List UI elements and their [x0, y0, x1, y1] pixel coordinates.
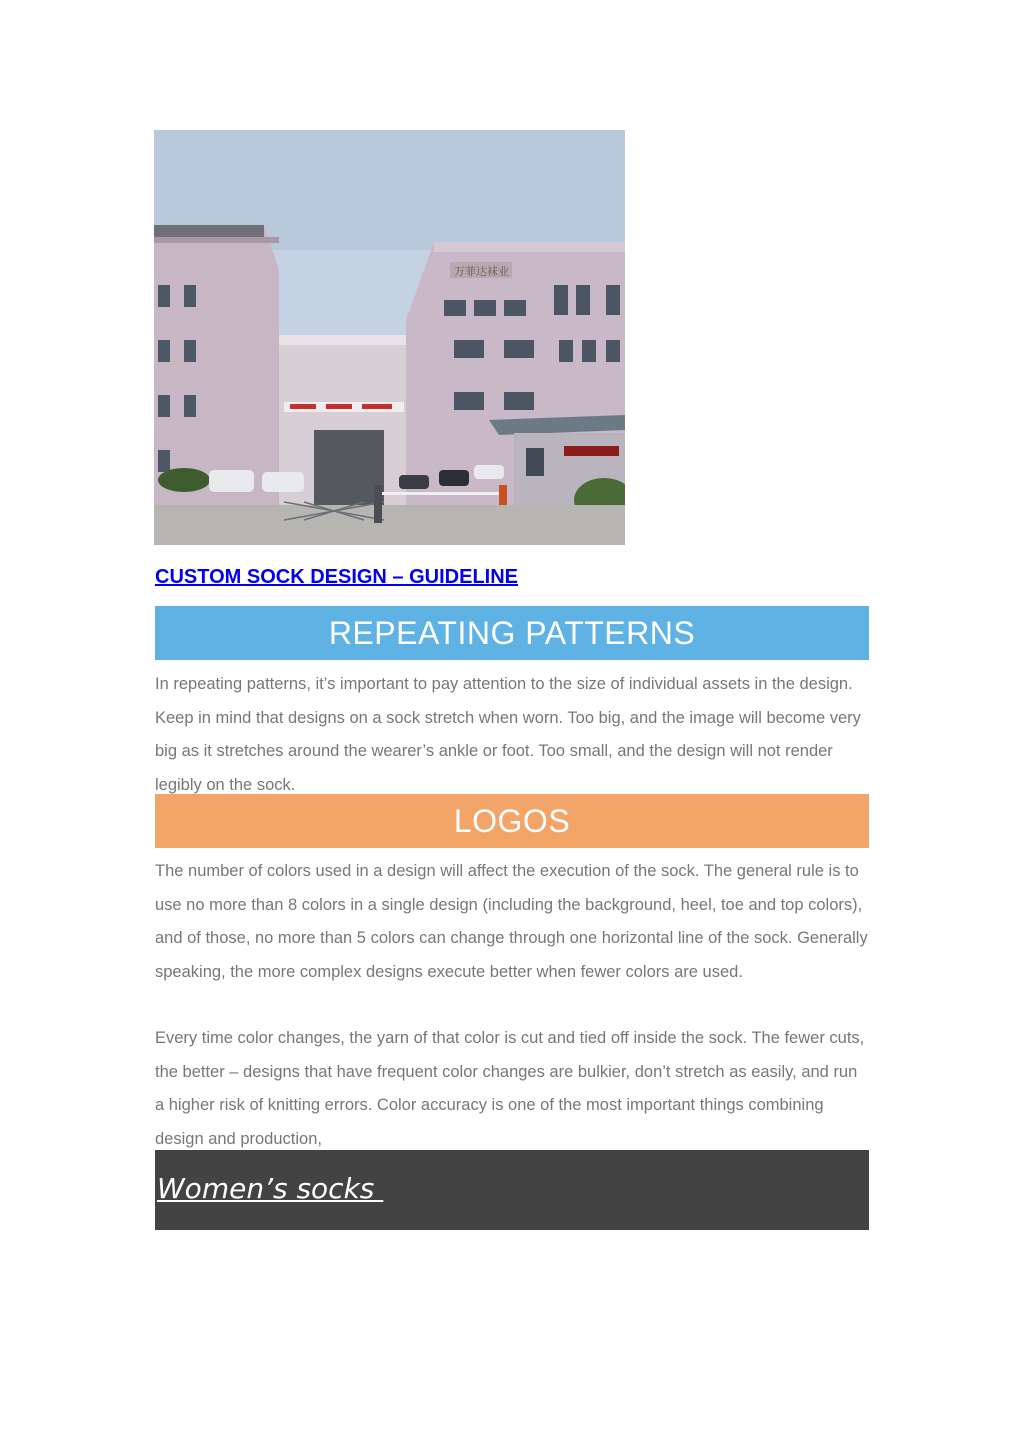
section-banner-repeating-patterns	[155, 606, 869, 660]
section-banner-womens-socks	[155, 1150, 869, 1230]
section-heading: REPEATING PATTERNS	[328, 614, 696, 651]
sign-text: 万菲达袜业	[454, 265, 509, 278]
factory-photo	[154, 130, 625, 545]
section-heading: LOGOS	[453, 802, 571, 839]
womens-socks-link[interactable]: Women’s socks	[157, 1172, 384, 1205]
paragraph: The number of colors used in a design will affect the execution of the sock. The general rule is to use no more than 8 colors in a single design (including the background, heel, toe and top colors), and of those, no more than 5 colors can change through one horizontal line of the sock. Generally speaking, the more complex designs execute better when fewer colors are used.	[155, 862, 868, 981]
paragraph: Every time color changes, the yarn of that color is cut and tied off inside the sock. The fewer cuts, the better – designs that have frequent color changes are bulkier, don’t stretch as easily, and run a higher risk of knitting errors. Color accuracy is one of the most important things combining design and production,	[155, 1029, 865, 1148]
guideline-link[interactable]: CUSTOM SOCK DESIGN – GUIDELINE	[155, 566, 519, 588]
section-banner-logos	[155, 794, 869, 848]
paragraph: In repeating patterns, it’s important to pay attention to the size of individual assets in the design. Keep in mind that designs on a sock stretch when worn. Too big, and the image will become very big as it stretches around the wearer’s ankle or foot. Too small, and the design will not render legibly on the sock.	[155, 675, 861, 794]
